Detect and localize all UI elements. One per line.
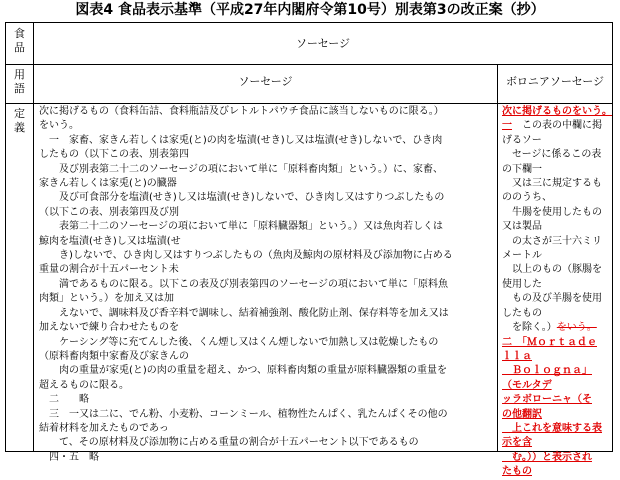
bologna-line [502, 206, 611, 220]
bologna-line-text: 次に掲げるものをいう。 [502, 106, 612, 117]
bologna-line [502, 436, 611, 450]
definition-line: 表第二十二のソーセージの項において単に「原料臓器類」という。）又は魚肉若しくは [39, 221, 443, 233]
row-header-food [6, 27, 33, 55]
bologna-line-text: ッラボローニャ（そ [502, 394, 592, 406]
bologna-line-text: 上これを意味する表 [502, 422, 602, 434]
bologna-line [502, 119, 611, 133]
bologna-line-text: Ｂｏｌｏｇｎａ」 [502, 365, 592, 377]
definition-sausage [39, 105, 495, 463]
bologna-line [502, 249, 611, 263]
definition-line: き)しないで、ひき肉し又はすりつぶしたもの（魚肉及鯨肉の原材料及び添加物に占める [39, 250, 453, 262]
bologna-line-text: したもの [502, 307, 542, 319]
term-bologna: ボロニアソーセージ [505, 75, 605, 88]
bologna-line-text: （モルタデ [502, 379, 552, 391]
row-header-term [6, 68, 33, 96]
row-header-definition [6, 107, 33, 135]
bologna-line [502, 465, 611, 479]
row-header-definition-char-2: 義 [14, 121, 25, 134]
definition-bologna [502, 105, 612, 478]
bologna-line [502, 408, 611, 422]
definition-line: （以下この表、別表第四及び別 [39, 206, 179, 218]
definition-line: 肉類」という。）を加え又は加 [39, 293, 174, 305]
row-header-definition-char-1: 定 [14, 107, 25, 120]
bologna-line [502, 148, 611, 162]
bologna-line [502, 379, 611, 393]
bologna-line [502, 191, 611, 205]
row-header-food-char-2: 品 [14, 41, 25, 54]
definition-line: したもの（以下この表、別表第四 [39, 149, 189, 161]
bologna-line-text: む。））と表示され [502, 451, 592, 463]
definition-line: 重量の割合が十五パーセント未 [39, 264, 179, 276]
definition-line: をいう。 [39, 120, 79, 132]
definition-line: 鯨肉を塩漬(せき)し又は塩漬(せ [39, 235, 181, 247]
definition-line: 四・五 略 [39, 451, 99, 463]
definition-line: 及び可食部分を塩漬(せき)し又は塩漬(せき)しないで、ひき肉し又はすりつぶしたもの [39, 192, 445, 204]
bologna-line-text: 使用した [502, 278, 542, 290]
bologna-line-text: の太さが三十六ミリ [502, 235, 602, 247]
bologna-line-text: 牛腸を使用したもの [502, 206, 602, 218]
definition-line: 肉の重量が家兎(と)の肉の重量を超え、かつ、原料畜肉類の重量が原料臓器類の重量を [39, 365, 448, 377]
bologna-line [502, 163, 611, 177]
bologna-line [502, 321, 611, 335]
bologna-line [502, 393, 611, 407]
definition-line: 二 略 [39, 394, 89, 406]
definition-line: えないで、調味料及び香辛料で調味し、結着補強剤、酸化防止剤、保存料等を加え又は [39, 307, 449, 319]
definition-line: 三 一又は二に、でん粉、小麦粉、コーンミール、植物性たんぱく、乳たんぱくその他の [39, 408, 448, 420]
bologna-line [502, 292, 611, 306]
row-header-food-char-1: 食 [14, 27, 25, 40]
bologna-line-text: ｌｌａ [502, 350, 532, 362]
bologna-line-text: セージに係るこの表 [502, 149, 602, 161]
definition-line: 超えるものに限る。 [39, 379, 129, 391]
bologna-line [502, 134, 611, 148]
definition-line: 結着材料を加えたものであっ [39, 422, 169, 434]
bologna-line [502, 350, 611, 364]
page-title: 図表4 食品表示基準（平成27年内閣府令第10号）別表第3の改正案（抄） [75, 2, 545, 18]
bologna-line [502, 105, 611, 119]
bologna-line-text: 一 [502, 120, 512, 132]
term-sausage: ソーセージ [238, 75, 293, 88]
bologna-line-text: たもの [502, 466, 532, 478]
bologna-line-text: の下欄一 [502, 163, 542, 175]
bologna-line-text: 又は三に規定するも [502, 178, 602, 190]
bologna-line [502, 177, 611, 191]
bologna-line [502, 278, 611, 292]
bologna-line [502, 364, 611, 378]
bologna-line [502, 235, 611, 249]
amendment-table [5, 22, 613, 478]
bologna-line-text: メートル [502, 250, 542, 262]
row-header-term-char-2: 語 [14, 82, 25, 95]
definition-line: （原料畜肉類中家畜及び家きんの [39, 350, 189, 362]
bologna-line [502, 451, 611, 465]
definition-line: 家きん若しくは家兎(と)の臓器 [39, 178, 177, 190]
bologna-line-text: 二 「Ｍｏｒｔａｄｅ [502, 336, 597, 348]
bologna-line [502, 263, 611, 277]
bologna-line [502, 422, 611, 436]
definition-line: ケーシング等に充てんした後、くん煙し又はくん煙しないで加熱し又は乾燥したもの [39, 336, 439, 348]
bologna-line [502, 336, 611, 350]
bologna-line-text: 以上のもの（豚腸を [502, 264, 602, 276]
bologna-line-text: ののうち、 [502, 192, 552, 204]
bologna-line [502, 220, 611, 234]
food-name: ソーセージ [295, 37, 351, 50]
bologna-line-text: を除く。） [502, 322, 557, 334]
bologna-line-text: の他翻訳 [502, 408, 542, 420]
bologna-line-text: もの及び羊腸を使用 [502, 293, 602, 305]
bologna-line-deleted: をいう。 [556, 322, 597, 334]
definition-line: 加えないで練り合わせたものを [39, 322, 179, 334]
definition-line: 満であるものに限る。以下この表及び別表第四のソーセージの項において単に「原料魚 [39, 278, 448, 290]
bologna-line-text: 示を含 [502, 437, 532, 449]
definition-line: 次に掲げるもの（食料缶詰、食料瓶詰及びレトルトパウチ食品に該当しないものに限る。） [39, 106, 444, 117]
row-header-term-char-1: 用 [14, 68, 25, 81]
definition-line: 一 家畜、家きん若しくは家兎(と)の肉を塩漬(せき)し又は塩漬(せき)しないで、ひき肉 [39, 134, 443, 146]
bologna-line-after: この表の中欄に掲 [512, 120, 602, 132]
bologna-line-text: 又は製品 [502, 221, 542, 233]
definition-line: 及び別表第二十二のソーセージの項において単に「原料畜肉類」という。）に、家畜、 [39, 163, 443, 175]
definition-line: て、その原材料及び添加物に占める重量の割合が十五パーセント以下であるもの [39, 437, 419, 449]
bologna-line [502, 307, 611, 321]
bologna-line-text: げるソー [502, 134, 542, 146]
